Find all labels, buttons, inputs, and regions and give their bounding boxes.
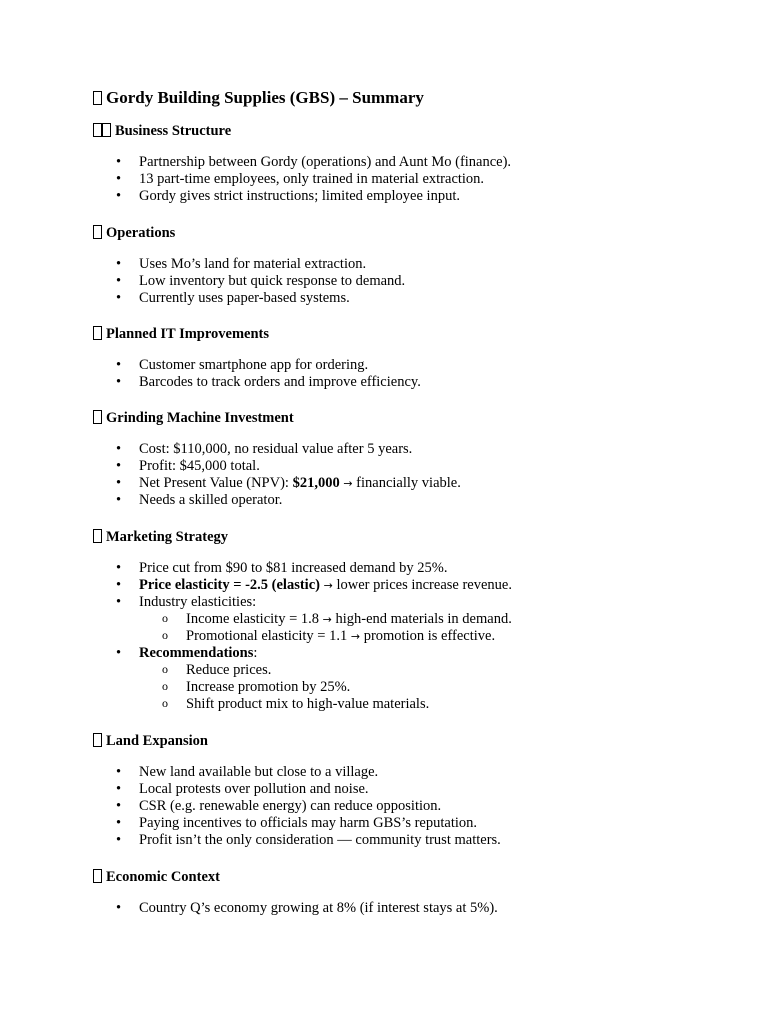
list-item: • Paying incentives to officials may harm GBS’s reputation. xyxy=(116,815,478,831)
bullet-list xyxy=(93,256,693,307)
document-body xyxy=(93,86,693,916)
missing-emoji-icon xyxy=(93,123,102,137)
list-item: • Local protests over pollution and noise. xyxy=(116,781,369,797)
section-heading: Operations xyxy=(93,224,693,242)
list-item: • Price elasticity = -2.5 (elastic) → lower prices increase revenue. xyxy=(116,577,512,593)
section-grinding-machine xyxy=(93,409,693,508)
missing-emoji-icon xyxy=(93,733,102,747)
missing-emoji-icon xyxy=(93,410,102,424)
section-land-expansion xyxy=(93,732,693,848)
list-item: • Gordy gives strict instructions; limited employee input. xyxy=(116,188,460,204)
section-heading: Business Structure xyxy=(93,122,693,140)
list-item: • Recommendations: xyxy=(116,645,258,661)
list-item: • Industry elasticities: xyxy=(116,594,257,610)
section-economic-context xyxy=(93,868,693,916)
section-heading: Grinding Machine Investment xyxy=(93,409,693,427)
list-item: • Needs a skilled operator. xyxy=(116,492,283,508)
bullet-list xyxy=(93,764,693,849)
list-item: • Price cut from $90 to $81 increased demand by 25%. xyxy=(116,560,448,576)
arrow-right-icon: → xyxy=(323,579,333,592)
list-item: • Cost: $110,000, no residual value after 5 years. xyxy=(116,441,413,457)
missing-emoji-icon xyxy=(102,123,111,137)
section-business-structure xyxy=(93,122,693,204)
missing-emoji-icon xyxy=(93,91,102,105)
list-item: • Country Q’s economy growing at 8% (if interest stays at 5%). xyxy=(116,900,498,916)
sub-list-item: o Shift product mix to high-value materials. xyxy=(162,696,430,712)
sub-list-item: o Increase promotion by 25%. xyxy=(162,679,351,695)
list-item: • New land available but close to a village. xyxy=(116,764,379,780)
section-heading: Economic Context xyxy=(93,868,693,886)
list-item: • Partnership between Gordy (operations) and Aunt Mo (finance). xyxy=(116,154,512,170)
list-item: • Net Present Value (NPV): $21,000 → financially viable. xyxy=(116,475,461,491)
list-item: • 13 part-time employees, only trained in material extraction. xyxy=(116,171,485,187)
missing-emoji-icon xyxy=(93,225,102,239)
section-heading: Planned IT Improvements xyxy=(93,325,693,343)
document-title: Gordy Building Supplies (GBS) – Summary xyxy=(93,86,693,110)
section-heading: Marketing Strategy xyxy=(93,528,693,546)
section-it-improvements xyxy=(93,325,693,390)
bullet-list xyxy=(93,645,693,662)
section-heading: Land Expansion xyxy=(93,732,693,750)
sub-list-recommendations xyxy=(93,662,693,713)
sub-list-item: o Reduce prices. xyxy=(162,662,272,678)
list-item: • Currently uses paper-based systems. xyxy=(116,290,350,306)
arrow-right-icon: → xyxy=(343,477,353,490)
list-item: • Profit: $45,000 total. xyxy=(116,458,260,474)
arrow-right-icon: → xyxy=(350,630,361,643)
sub-list-elasticities xyxy=(93,611,693,645)
bullet-list xyxy=(93,560,693,611)
bullet-list xyxy=(93,357,693,391)
list-item: • CSR (e.g. renewable energy) can reduce opposition. xyxy=(116,798,442,814)
bullet-list xyxy=(93,441,693,509)
sub-list-item: o Promotional elasticity = 1.1 → promotion is effective. xyxy=(162,628,496,644)
missing-emoji-icon xyxy=(93,326,102,340)
bullet-list xyxy=(93,154,693,205)
bullet-list xyxy=(93,900,693,917)
section-operations xyxy=(93,224,693,306)
list-item: • Low inventory but quick response to demand. xyxy=(116,273,406,289)
arrow-right-icon: → xyxy=(322,613,332,626)
list-item: • Barcodes to track orders and improve efficiency. xyxy=(116,374,421,390)
list-item: • Profit isn’t the only consideration — community trust matters. xyxy=(116,832,501,848)
list-item: • Uses Mo’s land for material extraction. xyxy=(116,256,367,272)
section-marketing-strategy xyxy=(93,528,693,712)
sub-list-item: o Income elasticity = 1.8 → high-end materials in demand. xyxy=(162,611,512,627)
missing-emoji-icon xyxy=(93,869,102,883)
list-item: • Customer smartphone app for ordering. xyxy=(116,357,369,373)
missing-emoji-icon xyxy=(93,529,102,543)
